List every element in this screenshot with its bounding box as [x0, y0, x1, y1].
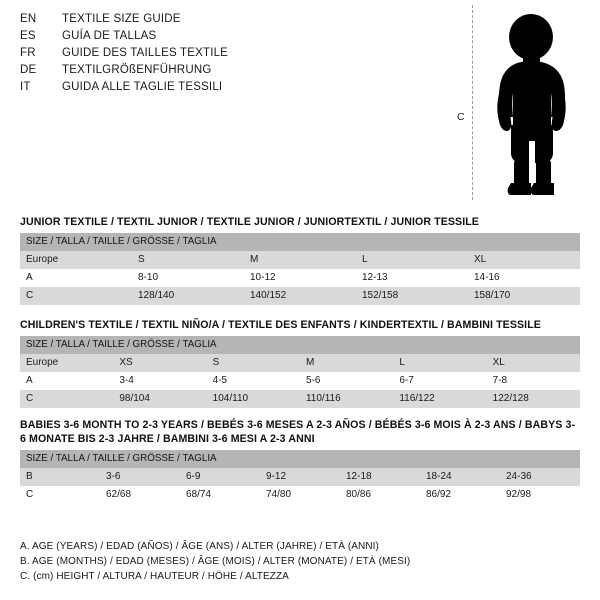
row-label: C	[20, 486, 100, 504]
legend-block	[20, 539, 580, 584]
legend-line-c: C. (cm) HEIGHT / ALTURA / HAUTEUR / HÖHE / ALTEZZA	[20, 571, 289, 582]
cell-value: XL	[468, 251, 580, 269]
section-children-textile	[20, 318, 580, 408]
cell-value: 4-5	[207, 372, 300, 390]
cell-value: L	[393, 354, 486, 372]
cell-value: 7-8	[487, 372, 580, 390]
title-row	[20, 81, 420, 98]
cell-value: 122/128	[487, 390, 580, 408]
language-code: EN	[20, 13, 37, 25]
toddler-silhouette-icon	[483, 13, 583, 198]
cell-value: M	[300, 354, 393, 372]
title-text: TEXTILGRÖßENFÜHRUNG	[62, 64, 212, 76]
row-label: Europe	[20, 354, 113, 372]
table-row	[20, 287, 580, 305]
cell-value: 110/116	[300, 390, 393, 408]
legend-line-a: A. AGE (YEARS) / EDAD (AÑOS) / ÂGE (ANS) / ALTER (JAHRE) / ETÀ (ANNI)	[20, 541, 379, 552]
row-label: B	[20, 468, 100, 486]
cell-value: 12-13	[356, 269, 468, 287]
size-header-label: SIZE / TALLA / TAILLE / GRÖSSE / TAGLIA	[20, 336, 580, 354]
table-header-row	[20, 233, 580, 251]
legend-line-b: B. AGE (MONTHS) / EDAD (MESES) / ÂGE (MOIS) / ALTER (MONATE) / ETÀ (MESI)	[20, 556, 411, 567]
cell-value: 152/158	[356, 287, 468, 305]
cell-value: 24-36	[500, 468, 580, 486]
table-row	[20, 269, 580, 287]
section-junior-textile	[20, 215, 580, 305]
cell-value: 92/98	[500, 486, 580, 504]
title-text: TEXTILE SIZE GUIDE	[62, 13, 181, 25]
babies-size-table	[20, 450, 580, 504]
cell-value: 140/152	[244, 287, 356, 305]
section-title: JUNIOR TEXTILE / TEXTIL JUNIOR / TEXTILE JUNIOR / JUNIORTEXTIL / JUNIOR TESSILE	[20, 216, 479, 228]
cell-value: 104/110	[207, 390, 300, 408]
cell-value: XL	[487, 354, 580, 372]
language-code: FR	[20, 47, 36, 59]
title-row	[20, 30, 420, 47]
cell-value: M	[244, 251, 356, 269]
cell-value: 116/122	[393, 390, 486, 408]
row-label: A	[20, 372, 113, 390]
cell-value: 86/92	[420, 486, 500, 504]
cell-value: 80/86	[340, 486, 420, 504]
cell-value: 68/74	[180, 486, 260, 504]
cell-value: 3-4	[113, 372, 206, 390]
section-babies-textile	[20, 418, 580, 504]
cell-value: 62/68	[100, 486, 180, 504]
title-row	[20, 13, 420, 30]
size-header-label: SIZE / TALLA / TAILLE / GRÖSSE / TAGLIA	[20, 233, 580, 251]
cell-value: 5-6	[300, 372, 393, 390]
size-header-label: SIZE / TALLA / TAILLE / GRÖSSE / TAGLIA	[20, 450, 580, 468]
cell-value: 10-12	[244, 269, 356, 287]
table-row	[20, 390, 580, 408]
row-label: C	[20, 390, 113, 408]
cell-value: 158/170	[468, 287, 580, 305]
cell-value: S	[132, 251, 244, 269]
table-row	[20, 468, 580, 486]
table-row	[20, 372, 580, 390]
section-title: BABIES 3-6 MONTH TO 2-3 YEARS / BEBÉS 3-6 MESES A 2-3 AÑOS / BÉBÉS 3-6 MOIS À 2-3 ANS / BABYS 3-6 MONATE BIS 2-3 JAHRE / BAMBINI 3-6 MESI A 2-3 ANNI	[20, 419, 576, 445]
cell-value: 6-9	[180, 468, 260, 486]
cell-value: 98/104	[113, 390, 206, 408]
cell-value: 6-7	[393, 372, 486, 390]
title-text: GUIDE DES TAILLES TEXTILE	[62, 47, 229, 59]
section-title: CHILDREN'S TEXTILE / TEXTIL NIÑO/A / TEXTILE DES ENFANTS / KINDERTEXTIL / BAMBINI TESSILE	[20, 319, 541, 331]
table-header-row	[20, 336, 580, 354]
junior-size-table	[20, 233, 580, 305]
cell-value: 14-16	[468, 269, 580, 287]
cell-value: L	[356, 251, 468, 269]
multilingual-title-block	[20, 13, 420, 98]
cell-value: 8-10	[132, 269, 244, 287]
cell-value: 74/80	[260, 486, 340, 504]
cell-value: 12-18	[340, 468, 420, 486]
row-label: C	[20, 287, 132, 305]
table-row	[20, 486, 580, 504]
table-header-row	[20, 450, 580, 468]
cell-value: 128/140	[132, 287, 244, 305]
height-measure-line	[472, 5, 473, 200]
title-row	[20, 64, 420, 81]
title-text: GUÍA DE TALLAS	[62, 30, 157, 42]
row-label: Europe	[20, 251, 132, 269]
children-size-table	[20, 336, 580, 408]
table-row	[20, 251, 580, 269]
cell-value: S	[207, 354, 300, 372]
table-row	[20, 354, 580, 372]
measurement-figure	[445, 5, 590, 205]
language-code: ES	[20, 30, 36, 42]
title-text: GUIDA ALLE TAGLIE TESSILI	[62, 81, 223, 93]
cell-value: 9-12	[260, 468, 340, 486]
cell-value: 3-6	[100, 468, 180, 486]
cell-value: 18-24	[420, 468, 500, 486]
language-code: IT	[20, 81, 31, 93]
cell-value: XS	[113, 354, 206, 372]
language-code: DE	[20, 64, 37, 76]
title-row	[20, 47, 420, 64]
measure-label-c: C	[457, 111, 465, 123]
row-label: A	[20, 269, 132, 287]
